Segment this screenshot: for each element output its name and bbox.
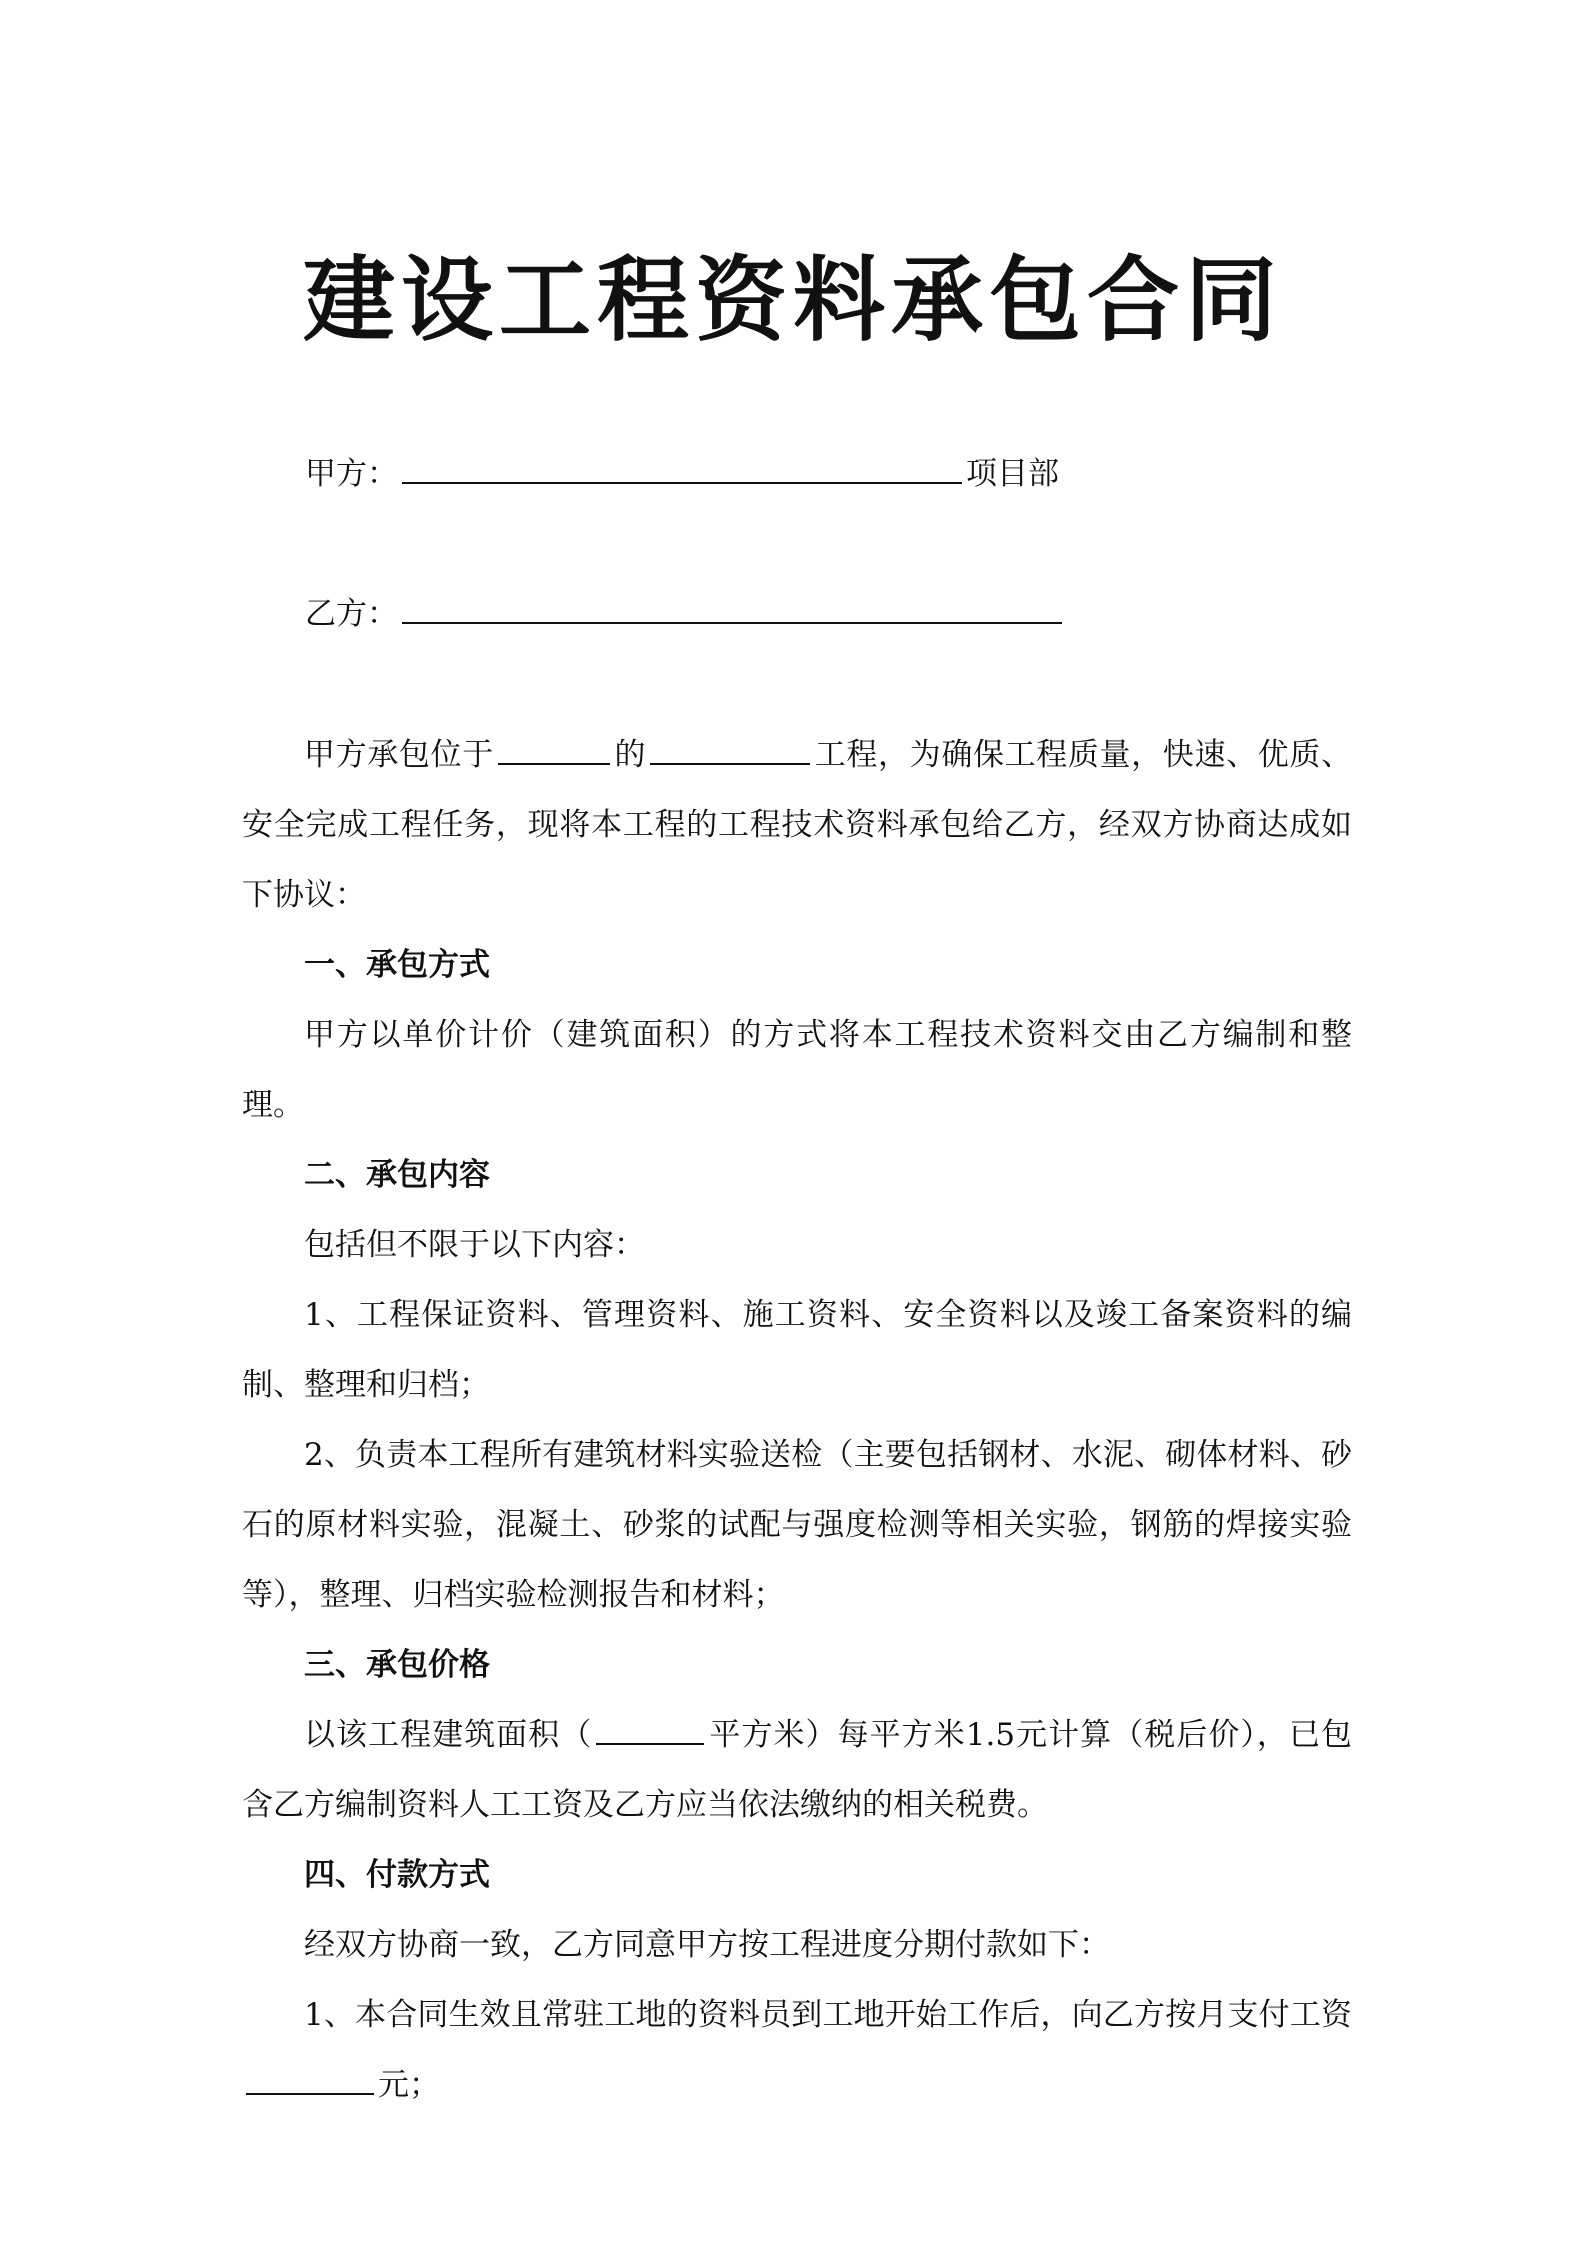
section-3-text-2: 平方米）每平方米1.5元计算（税后价），已包含乙方编制资料人工工资及乙方应当依法缴纳的相关税费。: [242, 1717, 1352, 1823]
section-1-text: 甲方以单价计价（建筑面积）的方式将本工程技术资料交由乙方编制和整理。: [242, 1017, 1352, 1123]
section-2-item-2: 2、负责本工程所有建筑材料实验送检（主要包括钢材、水泥、砌体材料、砂石的原材料实验，混凝土、砂浆的试配与强度检测等相关实验，钢筋的焊接实验等），整理、归档实验检测报告和材料；: [242, 1437, 1352, 1613]
area-blank: [596, 1713, 704, 1745]
section-4-heading: 四、付款方式: [304, 1857, 490, 1893]
section-3-text: [242, 1700, 1352, 1840]
party-b-blank: [402, 592, 1062, 624]
party-a-label: 甲方：: [305, 456, 398, 492]
party-b-line: [305, 592, 1066, 636]
section-4-item-1-text-1: 1、本合同生效且常驻工地的资料员到工地开始工作后，向乙方按月支付工资: [304, 1997, 1352, 2033]
party-a-blank: [402, 452, 962, 484]
party-b-label: 乙方：: [305, 596, 398, 632]
contract-body: [242, 720, 1352, 2120]
intro-text-1: 甲方承包位于: [304, 737, 494, 773]
salary-blank: [246, 2063, 374, 2095]
intro-paragraph: [242, 720, 1352, 930]
party-a-suffix: 项目部: [966, 456, 1059, 492]
intro-text-3: 工程，为确保工程质量，快速、优质、安全完成工程任务，现将本工程的工程技术资料承包给乙方，经双方协商达成如下协议：: [242, 737, 1353, 913]
intro-text-2: 的: [613, 737, 647, 773]
section-2-lead: 包括但不限于以下内容：: [304, 1227, 645, 1263]
party-a-line: [305, 452, 1059, 496]
section-4-item-1: [242, 1980, 1352, 2120]
location-blank: [498, 733, 610, 765]
section-4-item-1-text-2: 元；: [378, 2067, 440, 2103]
document-title: 建设工程资料承包合同: [302, 246, 1283, 354]
section-4-lead: 经双方协商一致，乙方同意甲方按工程进度分期付款如下：: [304, 1927, 1110, 1963]
section-2-heading: 二、承包内容: [304, 1157, 490, 1193]
section-2-item-1: 1、工程保证资料、管理资料、施工资料、安全资料以及竣工备案资料的编制、整理和归档；: [242, 1297, 1352, 1403]
section-3-heading: 三、承包价格: [304, 1647, 490, 1683]
section-1-heading: 一、承包方式: [304, 947, 490, 983]
section-3-text-1: 以该工程建筑面积（: [304, 1717, 593, 1753]
project-name-blank: [650, 733, 810, 765]
